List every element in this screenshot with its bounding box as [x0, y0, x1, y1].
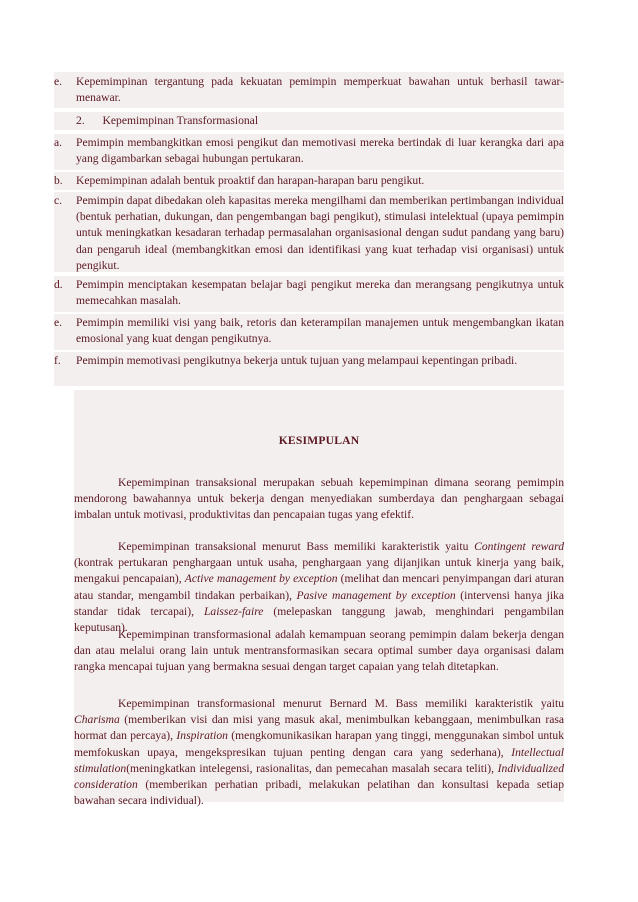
- term: Inspiration: [176, 729, 228, 743]
- paragraph-text: (melihat dan mencari penyimpangan dari aturan atau standar, mengambil tindakan perbaikan),: [74, 572, 564, 602]
- list-item-text: Pemimpin membangkitkan emosi pengikut dan memotivasi mereka bertindak di luar kerangka dari apa yang digambarkan sebagai hubungan pertukaran.: [76, 136, 564, 166]
- list-item: [54, 173, 564, 189]
- list-item-label: b.: [54, 174, 63, 187]
- paragraph: Kepemimpinan transaksional merupakan sebuah kepemimpinan dimana seorang pemimpin mendorong bawahannya untuk bekerja dengan menyediakan sumberdaya dan penghargaan sebagai imbalan untuk motivasi, produktivitas dan pencapaian tugas yang efektif.: [74, 476, 564, 522]
- list-item: [54, 315, 564, 347]
- list-item-label: f.: [54, 354, 61, 367]
- paragraph-text: Kepemimpinan transaksional menurut Bass memiliki karakteristik yaitu: [118, 540, 475, 553]
- paragraph: [74, 539, 564, 636]
- list-item-label: e.: [54, 75, 63, 88]
- paragraph: [74, 696, 564, 809]
- paragraph-text: (memberikan perhatian pribadi, melakukan pelatihan dan konsultasi kepada setiap bawahan secara individual).: [74, 778, 564, 808]
- subheading-title: Kepemimpinan Transformasional: [102, 114, 259, 127]
- list-item: [54, 135, 564, 167]
- paragraph-text: (meningkatkan intelegensi, rasionalitas, dan pemecahan masalah secara teliti),: [126, 761, 498, 775]
- list-item: [54, 193, 564, 274]
- list-item-text: Pemimpin dapat dibedakan oleh kapasitas mereka mengilhami dan memberikan pertimbangan individual (bentuk perhatian, dukungan, dan pengembangan bagi pengikut), stimulasi intelektual (upaya pemimpin untuk meningkatkan kesadaran terhadap permasalahan organisasional dengan sudut pandang yang baru) dan pengaruh ideal (membangkitkan emosi dan identifikasi yang kuat terhadap visi organisasi) untuk pengikut.: [76, 194, 564, 272]
- paragraph-text: (intervensi hanya jika standar tidak tercapai),: [74, 588, 565, 618]
- paragraph-text: (kontrak pertukaran penghargaan untuk usaha, penghargaan yang dijanjikan untuk kinerja yang baik, mengakui pencapaian),: [74, 556, 564, 586]
- list-item-label: d.: [54, 278, 63, 291]
- section-title: KESIMPULAN: [278, 434, 360, 447]
- list-item-text: Pemimpin memotivasi pengikutnya bekerja untuk tujuan yang melampaui kepentingan pribadi.: [76, 354, 518, 367]
- list-item: [54, 277, 564, 309]
- term: Charisma: [74, 713, 120, 727]
- paragraph-text: (melepaskan tanggung jawab, menghindari pengambilan keputusan).: [74, 604, 564, 635]
- paragraph-text: (mengkomunikasikan harapan yang tinggi, menggunakan simbol untuk memfokuskan upaya, mengekspresikan tujuan penting dengan cara yang sederhana),: [74, 729, 564, 759]
- paragraph-text: Kepemimpinan transformasional menurut Bernard M. Bass memiliki karakteristik yaitu: [118, 697, 564, 710]
- list-item-text: Pemimpin menciptakan kesempatan belajar bagi pengikut mereka dan merangsang pengikutnya untuk memecahkan masalah.: [76, 278, 564, 308]
- paragraph-text: (memberikan visi dan misi yang masuk akal, menimbulkan kebanggaan, menimbulkan rasa hormat dan percaya),: [74, 713, 564, 743]
- list-item-label: c.: [54, 194, 63, 207]
- term: Intellectual stimulation: [74, 745, 564, 775]
- paragraph: Kepemimpinan transformasional adalah kemampuan seorang pemimpin dalam bekerja dengan dan atau melalui orang lain untuk mentransformasikan secara optimal sumber daya organisasi dalam rangka mencapai tujuan yang bermakna sesuai dengan target capaian yang telah ditetapkan.: [74, 628, 564, 674]
- list-item: [54, 353, 564, 369]
- section-subheading: [76, 113, 258, 129]
- term: Active management by exception: [184, 572, 338, 586]
- term: Pasive management by exception: [296, 588, 456, 602]
- term: Contingent reward: [474, 540, 565, 553]
- conclusion-section: [74, 390, 565, 808]
- subheading-number: 2.: [76, 114, 85, 127]
- term: Laissez-faire: [203, 604, 264, 618]
- list-item-label: a.: [54, 136, 63, 149]
- term: Individualized consideration: [74, 761, 564, 792]
- list-item: [54, 74, 564, 106]
- list-item-label: e.: [54, 316, 63, 329]
- list-item-text: Kepemimpinan tergantung pada kekuatan pemimpin memperkuat bawahan untuk berhasil tawar-menawar.: [76, 75, 564, 105]
- list-item-text: Pemimpin memiliki visi yang baik, retoris dan keterampilan manajemen untuk mengembangkan ikatan emosional yang kuat dengan pengikutnya.: [76, 316, 564, 346]
- list-item-text: Kepemimpinan adalah bentuk proaktif dan harapan-harapan baru pengikut.: [76, 174, 425, 187]
